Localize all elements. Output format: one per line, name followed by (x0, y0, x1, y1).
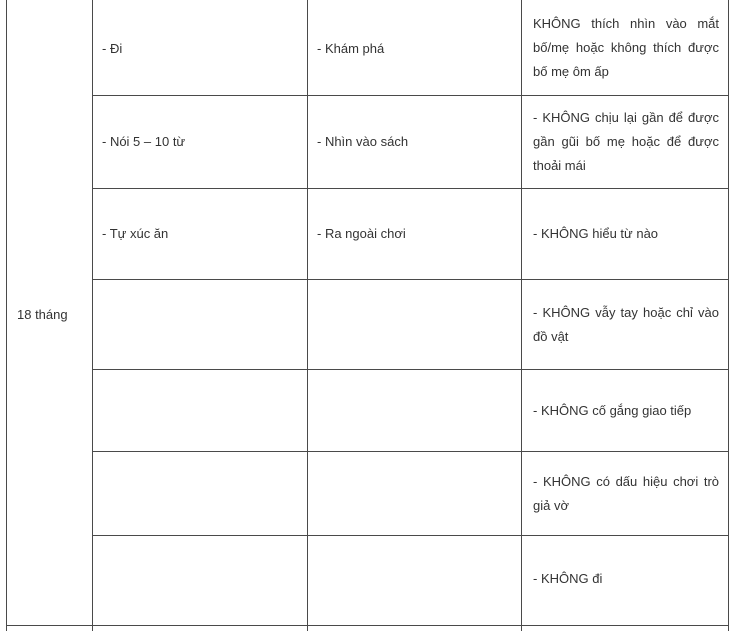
skill-cell: - Nói 5 – 10 từ (102, 134, 186, 149)
skill-cell: - Tự xúc ăn (102, 226, 169, 241)
row-divider (92, 95, 729, 96)
table-bottom-border (6, 625, 729, 626)
warning-line: KHÔNG thích nhìn vào mắt (533, 16, 719, 31)
warning-cell (533, 301, 719, 349)
warning-cell: - KHÔNG hiểu từ nào (533, 226, 659, 241)
warning-line: thoải mái (533, 158, 586, 173)
row-divider (92, 535, 729, 536)
warning-line: - KHÔNG chịu lại gần để được (533, 110, 719, 125)
warning-cell (533, 470, 719, 518)
age-cell: 18 tháng (17, 307, 68, 322)
warning-cell: - KHÔNG cố gắng giao tiếp (533, 403, 692, 418)
warning-cell (533, 12, 719, 84)
row-divider (92, 279, 729, 280)
warning-line: đồ vật (533, 329, 569, 344)
activity-cell: - Ra ngoài chơi (317, 226, 406, 241)
activity-cell: - Khám phá (317, 41, 385, 56)
warning-cell (533, 106, 719, 178)
warning-line: gần gũi bố mẹ hoặc để được (533, 134, 719, 149)
warning-line: - KHÔNG vẫy tay hoặc chỉ vào (533, 305, 719, 320)
warning-line: bố/mẹ hoặc không thích được (533, 40, 719, 55)
warning-cell: - KHÔNG đi (533, 571, 603, 586)
row-divider (92, 369, 729, 370)
warning-line: - KHÔNG có dấu hiệu chơi trò (533, 474, 719, 489)
activity-cell: - Nhìn vào sách (317, 134, 409, 149)
warning-line: giả vờ (533, 498, 569, 513)
row-divider (92, 188, 729, 189)
table-border-left (6, 0, 7, 631)
row-divider (92, 451, 729, 452)
skill-cell: - Đi (102, 41, 123, 56)
warning-line: bố mẹ ôm ấp (533, 64, 609, 79)
